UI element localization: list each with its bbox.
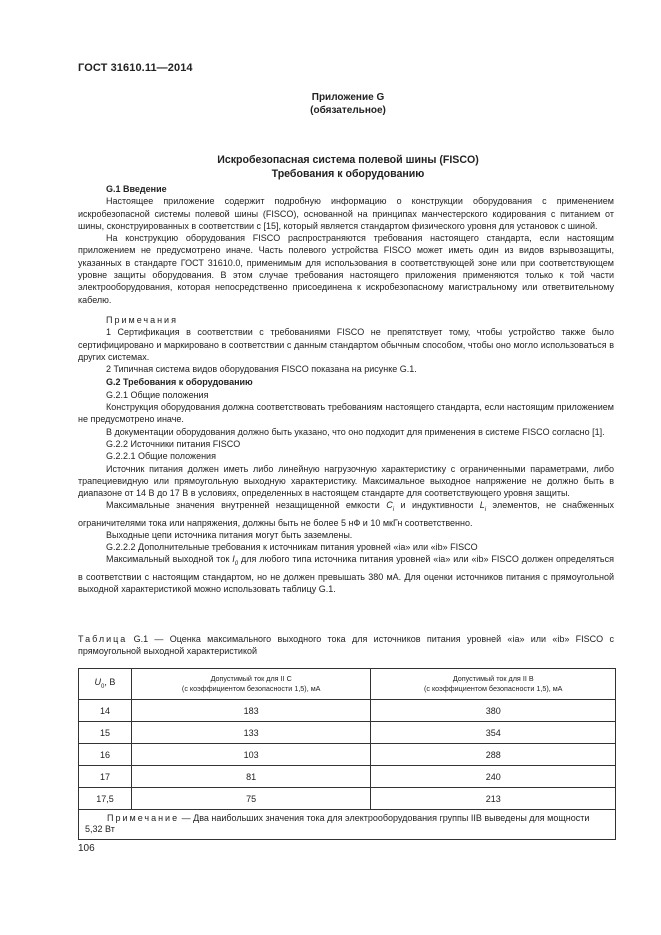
header-symbol: U — [94, 676, 102, 687]
cell-voltage: 17 — [79, 766, 132, 788]
symbol-subscript: i — [484, 507, 487, 514]
header-line: (с коэффициентом безопасности 1,5), мА — [181, 684, 321, 693]
symbol-ci — [386, 500, 395, 514]
header-line: Допустимый ток для II С — [210, 674, 292, 683]
header-line: (с коэффициентом безопасности 1,5), мА — [423, 684, 563, 693]
paragraph — [78, 499, 614, 528]
cell-voltage: 15 — [79, 722, 132, 744]
table-note-word: Примечание — [107, 813, 180, 823]
cell-voltage: 17,5 — [79, 788, 132, 810]
document-body — [78, 182, 614, 595]
header-line: Допустимый ток для II В — [452, 674, 534, 683]
table-caption-word: Таблица — [78, 634, 128, 644]
cell-iic: 103 — [131, 744, 371, 766]
text-run: и индуктивности — [394, 500, 480, 511]
main-title-line1: Искробезопасная система полевой шины (FISCO) — [217, 154, 479, 166]
paragraph: Настоящее приложение содержит подробную информацию о конструкции оборудования с применением искробезопасной системы полевой шины (FISCO), основанной на принципах манчестерского кодирования с питанием от шины, сконструированных в соответствии с [15], который является стандартом физического уровня для установок с шиной. — [78, 196, 614, 231]
table-row — [79, 744, 616, 766]
section-g222-heading: G.2.2.2 Дополнительные требования к источникам питания уровней «ia» или «ib» FISCO — [106, 542, 478, 553]
symbol-letter: C — [386, 500, 393, 511]
cell-iib: 380 — [371, 700, 616, 722]
notes-heading: Примечания — [106, 314, 178, 325]
cell-voltage: 14 — [79, 700, 132, 722]
text-run: Максимальный выходной ток — [106, 554, 233, 565]
annex-title: Приложение G — [311, 92, 385, 103]
cell-iib: 354 — [371, 722, 616, 744]
table-note — [79, 810, 616, 840]
cell-iic: 183 — [131, 700, 371, 722]
paragraph: Источник питания должен иметь либо линейную нагрузочную характеристику с ограниченными параметрами, либо трапециевидную или прямоугольную выходную характеристику. Максимальное выходное напряжение не должно быть в диапазоне от 14 В до 17 В в условиях, определенных в настоящем стандарте для соответствующего уровня защиты. — [78, 463, 614, 499]
cell-iib: 213 — [371, 788, 616, 810]
header-current-iic — [131, 669, 371, 700]
annex-heading — [78, 91, 618, 117]
paragraph: Выходные цепи источника питания могут быть заземлены. — [106, 529, 353, 540]
text-run: Максимальные значения внутренней незащищенной емкости — [106, 500, 387, 511]
symbol-letter: I — [232, 554, 235, 565]
section-g22-heading: G.2.2 Источники питания FISCO — [106, 438, 241, 449]
section-g21-heading: G.2.1 Общие положения — [106, 389, 209, 400]
symbol-letter: L — [479, 500, 485, 511]
document-header: ГОСТ 31610.11—2014 — [78, 62, 193, 74]
text-run: для любого типа источника питания уровней «ia» или «ib» FISCO должен определяться в соответствии с настоящим стандартом, но не должен превышать 380 мА. Для оценки источников питания с прямоугольной выходной характеристикой можно использовать таблицу G.1. — [78, 554, 614, 594]
cell-iib: 240 — [371, 766, 616, 788]
annex-subtitle: (обязательное) — [310, 105, 386, 116]
note-2: 2 Типичная система видов оборудования FISCO показана на рисунке G.1. — [106, 364, 417, 375]
page-number: 106 — [78, 843, 95, 854]
table-row — [79, 766, 616, 788]
table-note-text: — Два наибольших значения тока для электрооборудования группы IIB выведены для мощности 5,32 Вт — [85, 813, 590, 834]
table-g1 — [78, 668, 616, 840]
table-header-row — [79, 669, 616, 700]
symbol-subscript: 0 — [234, 561, 239, 568]
paragraph: Конструкция оборудования должна соответствовать требованиям настоящего стандарта, если настоящим приложением не предусмотрено иначе. — [78, 402, 614, 425]
header-unit: , В — [104, 676, 116, 687]
table-row — [79, 700, 616, 722]
paragraph: На конструкцию оборудования FISCO распространяются требования настоящего стандарта, если настоящим приложением не предусмотрено иначе. Часть полевого устройства FISCO может иметь один из видов взрывозащиты, указанных в стандарте ГОСТ 31610.0, применимым для использования в соответствующей зоне или при соответствующем уровне защиты оборудования. В этом случае требования настоящего приложения применяются только к той части электрооборудования, которая непосредственно присоединена к искробезопасному магистральному или ответвительному кабелю. — [78, 233, 614, 305]
cell-voltage: 16 — [79, 744, 132, 766]
table-row — [79, 788, 616, 810]
note-1: 1 Сертификация в соответствии с требованиями FISCO не препятствует тому, чтобы устройство также было сертифицировано и маркировано в соответствии с данным стандартом обычным способом, чтобы оно могло использоваться в других системах. — [78, 327, 614, 362]
table-caption-text: G.1 — Оценка максимального выходного тока для источников питания уровней «ia» или «ib» FISCO с прямоугольной выходной характеристикой — [78, 634, 614, 657]
cell-iic: 133 — [131, 722, 371, 744]
cell-iic: 81 — [131, 766, 371, 788]
paragraph: В документации оборудования должно быть указано, что оно подходит для применения в системе FISCO согласно [1]. — [106, 426, 605, 437]
section-g2-heading: G.2 Требования к оборудованию — [106, 377, 253, 388]
cell-iic: 75 — [131, 788, 371, 810]
header-subscript: 0 — [101, 683, 105, 690]
header-voltage — [79, 669, 132, 700]
symbol-subscript: i — [392, 507, 395, 514]
text-run: элементов, не снабженных ограничителями тока или напряжения, должны быть не более 5 нФ и 10 мкГн соответственно. — [78, 500, 614, 528]
cell-iib: 288 — [371, 744, 616, 766]
table-note-row — [79, 810, 616, 840]
main-title-line2: Требования к оборудованию — [271, 168, 425, 180]
paragraph — [78, 553, 614, 595]
table-row — [79, 722, 616, 744]
header-current-iib — [371, 669, 616, 700]
main-title — [78, 153, 618, 181]
table-caption — [78, 633, 614, 658]
section-g221-heading: G.2.2.1 Общие положения — [106, 451, 216, 462]
section-g1-heading: G.1 Введение — [106, 184, 167, 194]
